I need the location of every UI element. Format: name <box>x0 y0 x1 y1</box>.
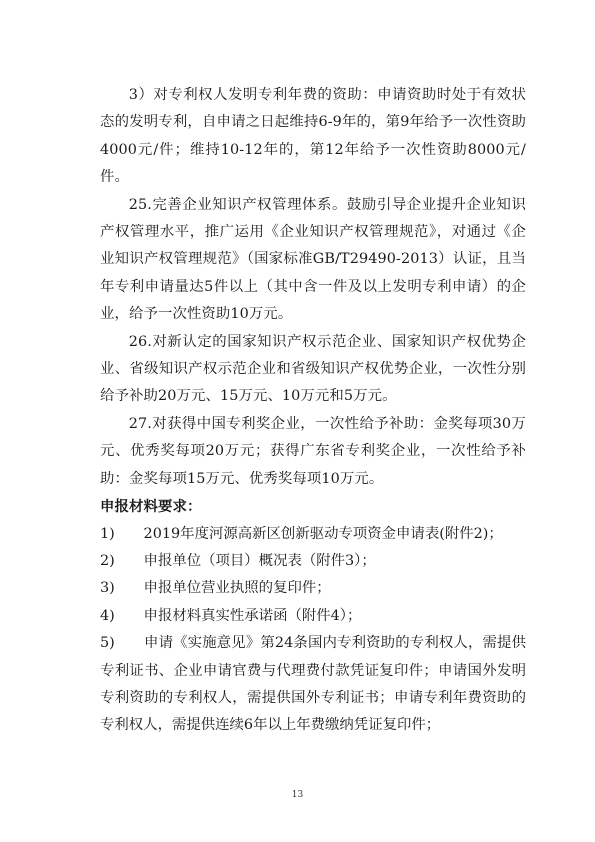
requirement-item-4: 4) 申报材料真实性承诺函（附件4）； <box>100 607 362 624</box>
requirements-heading <box>100 493 526 520</box>
paragraph-annual-fee-subsidy: 3）对专利权人发明专利年费的资助：申请资助时处于有效状态的发明专利，自申请之日起维持6-9年的，第9年给予一次性资助4000元/件；维持10-12年的，第12年给予一次性资助8000元/件。 <box>100 87 526 186</box>
requirement-item-3: 3) 申报单位营业执照的复印件； <box>100 580 331 597</box>
paragraph-item-27: 27.对获得中国专利奖企业，一次性给予补助：金奖每项30万元、优秀奖每项20万元；获得广东省专利奖企业，一次性给予补助：金奖每项15万元、优秀奖每项10万元。 <box>100 415 526 487</box>
paragraph-item-26: 26.对新认定的国家知识产权示范企业、国家知识产权优势企业、省级知识产权示范企业和省级知识产权优势企业，一次性分别给予补助20万元、15万元、10万元和5万元。 <box>100 333 526 405</box>
requirements-heading-text: 申报材料要求： <box>100 498 202 516</box>
page-number: 13 <box>291 790 304 800</box>
requirement-item-5: 5) 申请《实施意见》第24条国内专利资助的专利权人，需提供专利证书、企业申请官费与代理费付款凭证复印件；申请国外发明专利资助的专利权人，需提供国外专利证书；申请专利年费资助的专利权人，需提供连续6年以上年费缴纳凭证复印件； <box>100 635 526 734</box>
requirement-item-2: 2) 申报单位（项目）概况表（附件3）； <box>100 552 376 569</box>
document-body <box>100 82 526 740</box>
paragraph-item-25: 25.完善企业知识产权管理体系。鼓励引导企业提升企业知识产权管理水平，推广运用《企业知识产权管理规范》，对通过《企业知识产权管理规范》（国家标准GB/T29490-2013）认证，且当年专利申请量达5件以上（其中含一件及以上发明专利申请）的企业，给予一次性资助10万元。 <box>100 196 526 323</box>
requirement-item-1: 1) 2019年度河源高新区创新驱动专项资金申请表(附件2)； <box>100 525 503 542</box>
